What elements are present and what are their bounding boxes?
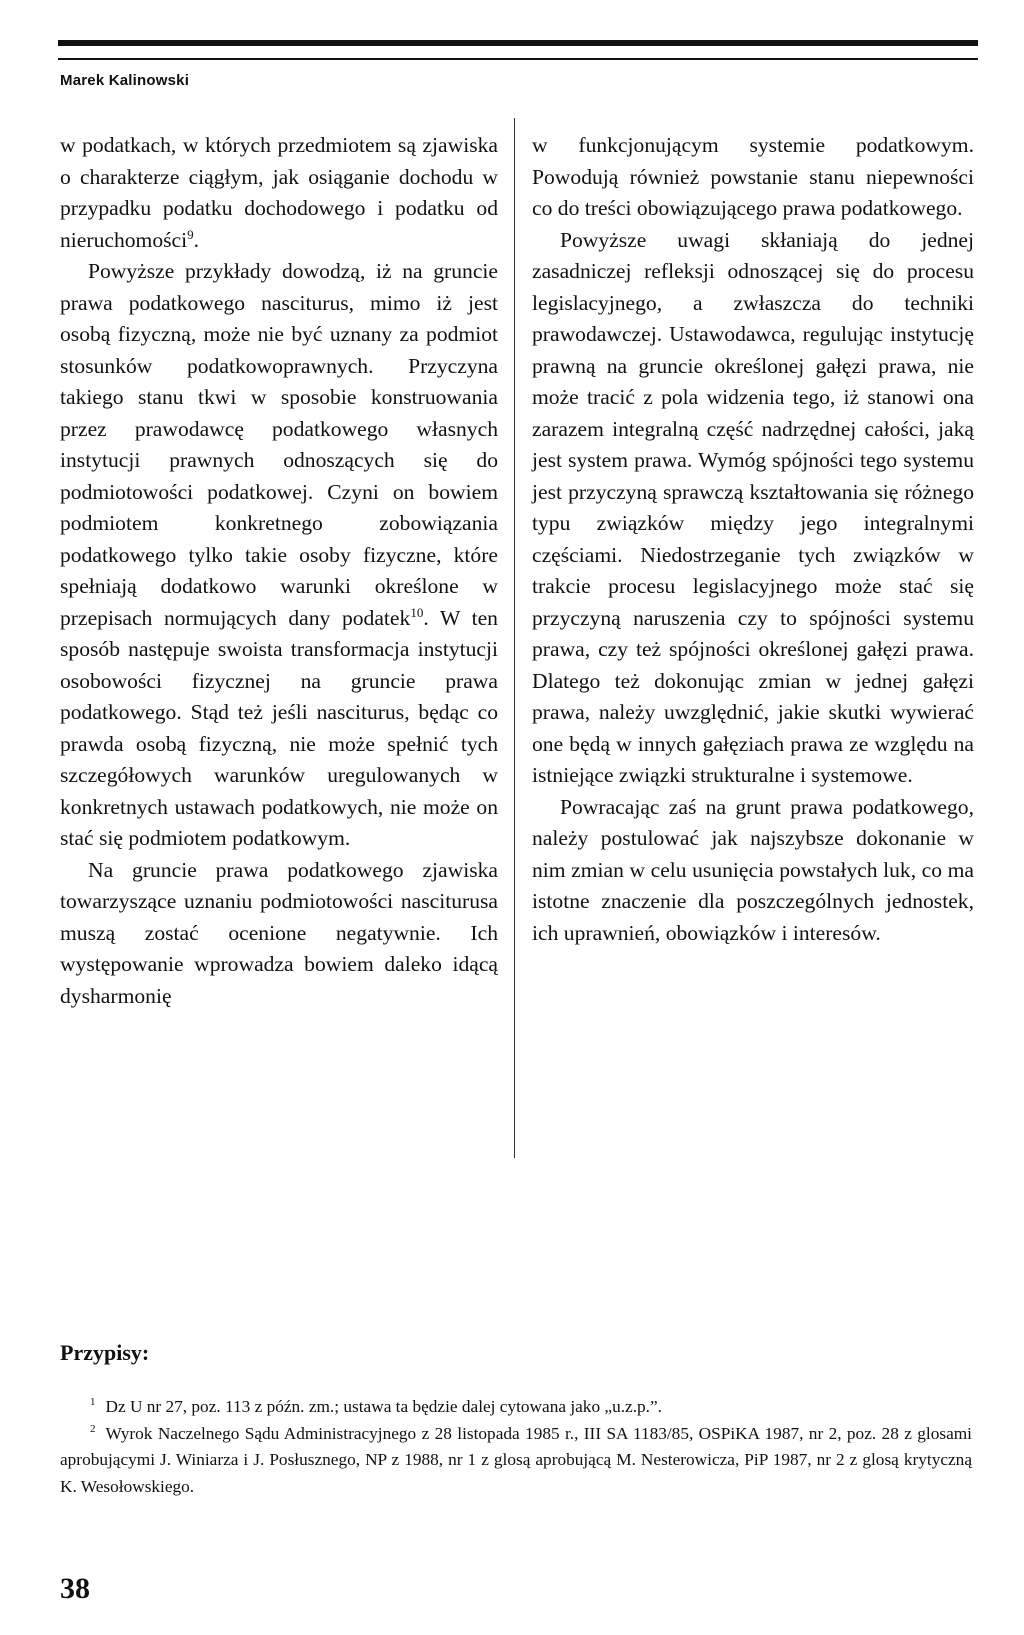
- right-paragraph-2: Powyższe uwagi skłaniają do jednej zasadniczej refleksji odnoszącej się do procesu legislacyjnego, a zwłaszcza do techniki prawodawczej. Ustawodawca, regulując instytucję prawną na gruncie określonej gałęzi prawa, nie może tracić z pola widzenia tego, iż stanowi ona zarazem integralną część nadrzędnej całości, jaką jest system prawa. Wymóg spójności tego systemu jest przyczyną sprawczą kształtowania się różnego typu związków między jego integralnymi częściami. Niedostrzeganie tych związków w trakcie procesu legislacyjnego może stać się przyczyną naruszenia czy to spójności systemu prawa, czy też spójności określonej gałęzi prawa. Dlatego też dokonując zmian w jednej gałęzi prawa, należy uwzględnić, jakie skutki wywierać one będą w innych gałęziach prawa ze względu na istniejące związki strukturalne i systemowe.: [532, 227, 974, 787]
- left-paragraph-3: Na gruncie prawa podatkowego zjawiska towarzyszące uznaniu podmiotowości nasciturusa muszą zostać ocenione negatywnie. Ich występowanie wprowadza bowiem daleko idącą dysharmonię: [60, 857, 498, 1008]
- footnote-ref-9: 9: [187, 226, 194, 242]
- left-p2-text-a: Powyższe przykłady dowodzą, iż na gruncie prawa podatkowego nasciturus, mimo iż jest osobą fizyczną, może nie być uznany za podmiot stosunków podatkowoprawnych. Przyczyna takiego stanu tkwi w sposobie konstruowania przez prawodawcę podatkowego własnych instytucji prawnych odnoszących się do podmiotowości podatkowej. Czyni on bowiem podmiotem konkretnego zobowiązania podatkowego tylko takie osoby fizyczne, które spełniają dodatkowo warunki określone w przepisach normujących dany podatek: [60, 259, 498, 630]
- right-paragraph-3: Powracając zaś na grunt prawa podatkowego, należy postulować jak najszybsze dokonanie w nim zmian w celu usunięcia powstałych luk, co ma istotne znaczenie dla poszczególnych jednostek, ich uprawnień, obowiązków i interesów.: [532, 794, 974, 945]
- left-p1-end: .: [193, 227, 200, 252]
- left-p1-text: w podatkach, w których przedmiotem są zjawiska o charakterze ciągłym, jak osiąganie dochodu w przypadku podatku dochodowego i podatku od nieruchomości: [60, 133, 498, 252]
- right-column: [532, 130, 974, 949]
- header-rule-thin: [58, 58, 978, 60]
- column-divider: [514, 118, 515, 1158]
- left-p2-text-b: . W ten sposób następuje swoista transformacja instytucji osobowości fizycznej na gruncie prawa podatkowego. Stąd też jeśli nasciturus, będąc co prawda osobą fizyczną, nie może spełnić tych szczegółowych warunków uregulowanych w konkretnych ustawach podatkowych, nie może on stać się podmiotem podatkowym.: [60, 605, 498, 850]
- footnote-1: [60, 1394, 972, 1421]
- footnote-text: Dz U nr 27, poz. 113 z późn. zm.; ustawa ta będzie dalej cytowana jako „u.z.p.”.: [105, 1397, 662, 1416]
- footnote-text: Wyrok Naczelnego Sądu Administracyjnego z 28 listopada 1985 r., III SA 1183/85, OSPiKA 1987, nr 2, poz. 28 z glosami aprobującymi J. Winiarza i J. Posłusznego, NP z 1988, nr 1 z glosą aprobującą M. Nesterowicza, PiP 1987, nr 2 z glosą krytyczną K. Wesołowskiego.: [60, 1423, 972, 1496]
- running-head-author: Marek Kalinowski: [60, 72, 190, 89]
- header-rule-thick: [58, 40, 978, 46]
- footnote-number: 2: [90, 1422, 96, 1435]
- footnote-number: 1: [90, 1396, 96, 1409]
- page-number: 38: [60, 1572, 90, 1605]
- footnotes-heading: Przypisy:: [60, 1340, 150, 1365]
- footnote-2: [60, 1421, 972, 1501]
- right-paragraph-1: w funkcjonującym systemie podatkowym. Powodują również powstanie stanu niepewności co do treści obowiązującego prawa podatkowego.: [532, 133, 974, 220]
- left-paragraph-1: [60, 130, 498, 256]
- footnotes-list: [60, 1394, 972, 1500]
- left-column: [60, 130, 498, 1012]
- footnote-ref-10: 10: [410, 604, 424, 620]
- left-paragraph-2: [60, 256, 498, 855]
